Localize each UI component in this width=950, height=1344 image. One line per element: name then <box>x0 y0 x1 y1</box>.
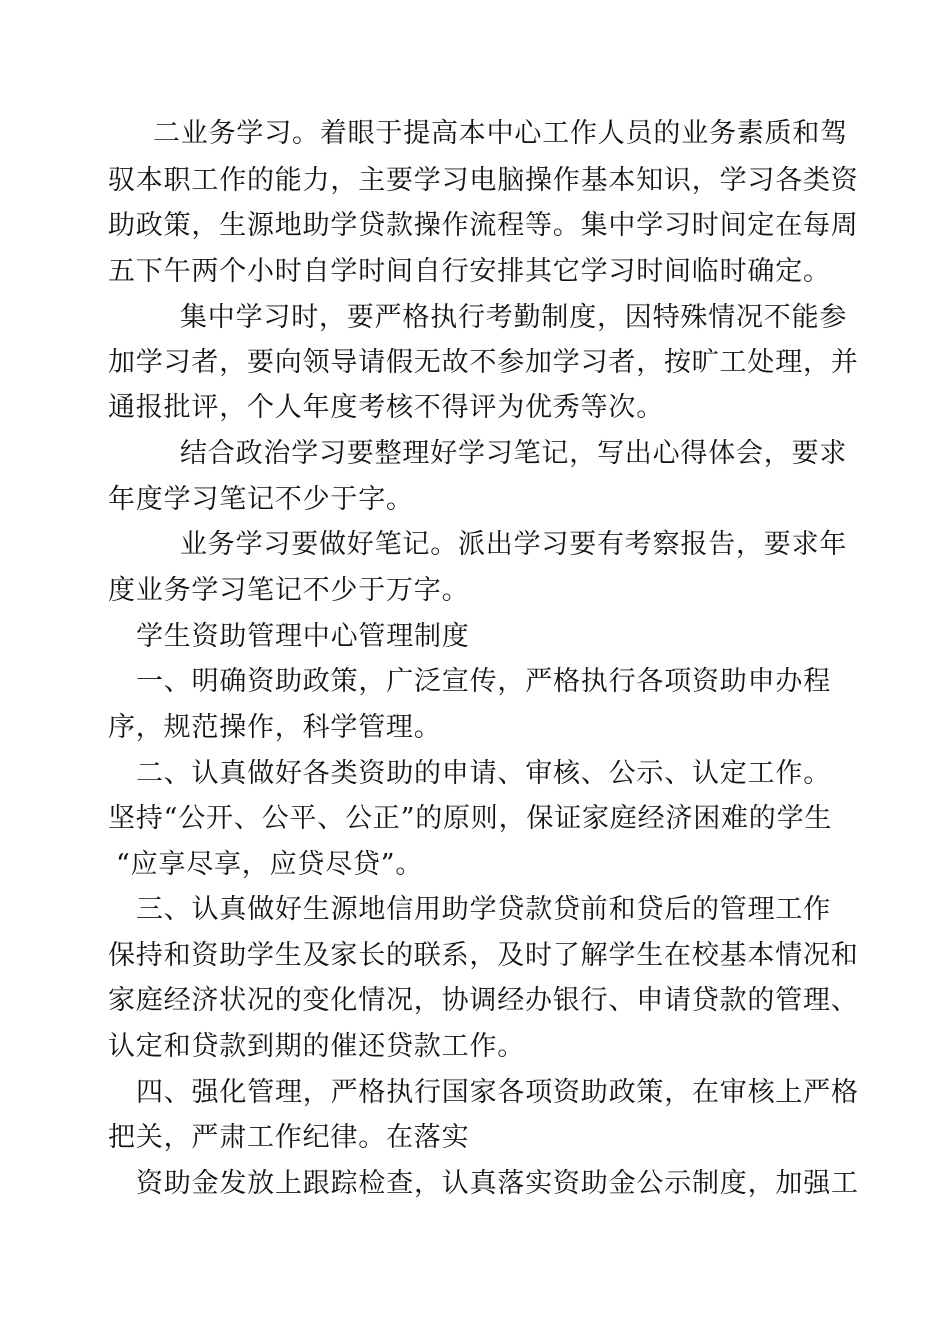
text-line: 资助金发放上跟踪检查，认真落实资助金公示制度，加强工 <box>136 1168 859 1199</box>
text-line: 二、认真做好各类资助的申请、审核、公示、认定工作。 <box>136 758 831 789</box>
text-line: 一、明确资助政策，广泛宣传，严格执行各项资助申办程 <box>136 666 831 697</box>
text-line: 三、认真做好生源地信用助学贷款贷前和贷后的管理工作 <box>136 894 831 925</box>
text-line: 二业务学习。着眼于提高本中心工作人员的业务素质和驾 <box>153 118 848 149</box>
text-line: 助政策，生源地助学贷款操作流程等。集中学习时间定在每周 <box>108 210 859 241</box>
text-line: 家庭经济状况的变化情况，协调经办银行、申请贷款的管理、 <box>108 985 859 1016</box>
text-line: 驭本职工作的能力，主要学习电脑操作基本知识，学习各类资 <box>108 165 859 196</box>
text-line: 年度学习笔记不少于字。 <box>108 484 414 515</box>
text-line: 序，规范操作，科学管理。 <box>108 712 442 743</box>
text-line: 认定和贷款到期的催还贷款工作。 <box>108 1031 525 1062</box>
text-line: 把关，严肃工作纪律。在落实 <box>108 1122 470 1153</box>
text-line: 加学习者，要向领导请假无故不参加学习者，按旷工处理，并 <box>108 347 859 378</box>
text-line: 通报批评，个人年度考核不得评为优秀等次。 <box>108 392 664 423</box>
text-line: 度业务学习笔记不少于万字。 <box>108 575 470 606</box>
text-line: 保持和资助学生及家长的联系，及时了解学生在校基本情况和 <box>108 940 859 971</box>
section-title: 学生资助管理中心管理制度 <box>136 621 470 652</box>
text-line: 四、强化管理，严格执行国家各项资助政策，在审核上严格 <box>136 1077 859 1108</box>
text-line: 结合政治学习要整理好学习笔记，写出心得体会，要求 <box>180 438 848 469</box>
text-line: 集中学习时，要严格执行考勤制度，因特殊情况不能参 <box>180 302 848 333</box>
text-line: 业务学习要做好笔记。派出学习要有考察报告，要求年 <box>180 529 848 560</box>
text-line: 五下午两个小时自学时间自行安排其它学习时间临时确定。 <box>108 256 831 287</box>
text-line: “应享尽享，应贷尽贷”。 <box>116 849 424 880</box>
text-line: 坚持“公开、公平、公正”的原则，保证家庭经济困难的学生 <box>108 803 833 834</box>
